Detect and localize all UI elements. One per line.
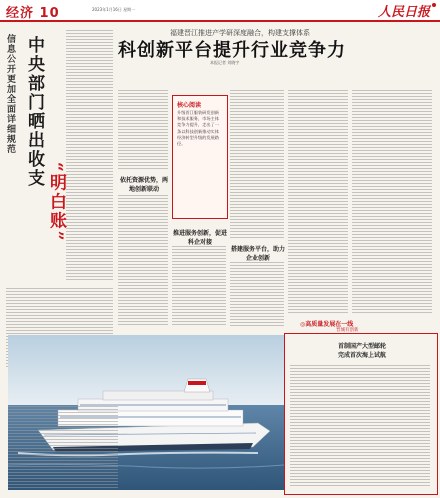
newspaper-logo: 人民日报 [377,5,430,20]
main-body-col-1 [118,90,168,170]
left-feature-title-1: 中央部门晒出收支 [24,36,44,188]
page-header [0,0,440,22]
left-feature-kicker: 信息公开更加全面详细规范 [5,34,15,154]
issue-date: 2023年1月16日 星期一 [92,7,136,12]
main-body-col-2 [172,246,226,326]
ship-story-body [290,365,430,487]
main-subhead-1: 依托资源优势，两地创新联动 [119,177,168,193]
main-subhead-2: 推进服务创新，促进科企对接 [172,230,227,246]
side-tag-subtitle: 晋城有创新 [336,328,359,333]
side-tag-title: ◎高质量发展在一线 [300,321,354,328]
main-story-byline: 本报记者 刘晓宇 [210,60,240,65]
core-reading-box [172,95,228,219]
main-story-title: 科创新平台提升行业竞争力 [118,40,346,61]
logo-mark-icon [432,3,436,7]
ship-story-headline-2: 完成首次海上试航 [338,352,387,359]
ship-story-headline-1: 首制国产大型邮轮 [338,343,387,350]
main-body-col-3b [230,262,284,326]
section-label: 经济 10 [6,6,60,21]
main-subhead-3: 搭建服务平台，助力企业创新 [230,246,285,262]
left-feature-title-2: “明白账” [46,162,66,243]
main-story-kicker: 福建晋江推进产学研深度融合，构建支撑体系 [170,29,310,37]
main-body-col-1b [118,195,168,325]
main-body-col-4 [288,90,348,315]
core-reading-text: 升级晋江服装研发创新和技术服务，市场主体竞争力提升，走出了一条以科技创新推动实体经济转型升级的发展路径。 [177,110,219,147]
core-reading-heading: 核心阅读 [177,102,202,109]
main-body-col-3 [230,90,284,240]
bottom-left-body [8,406,118,490]
left-body-text-1 [66,30,113,280]
main-body-col-5 [352,90,432,315]
